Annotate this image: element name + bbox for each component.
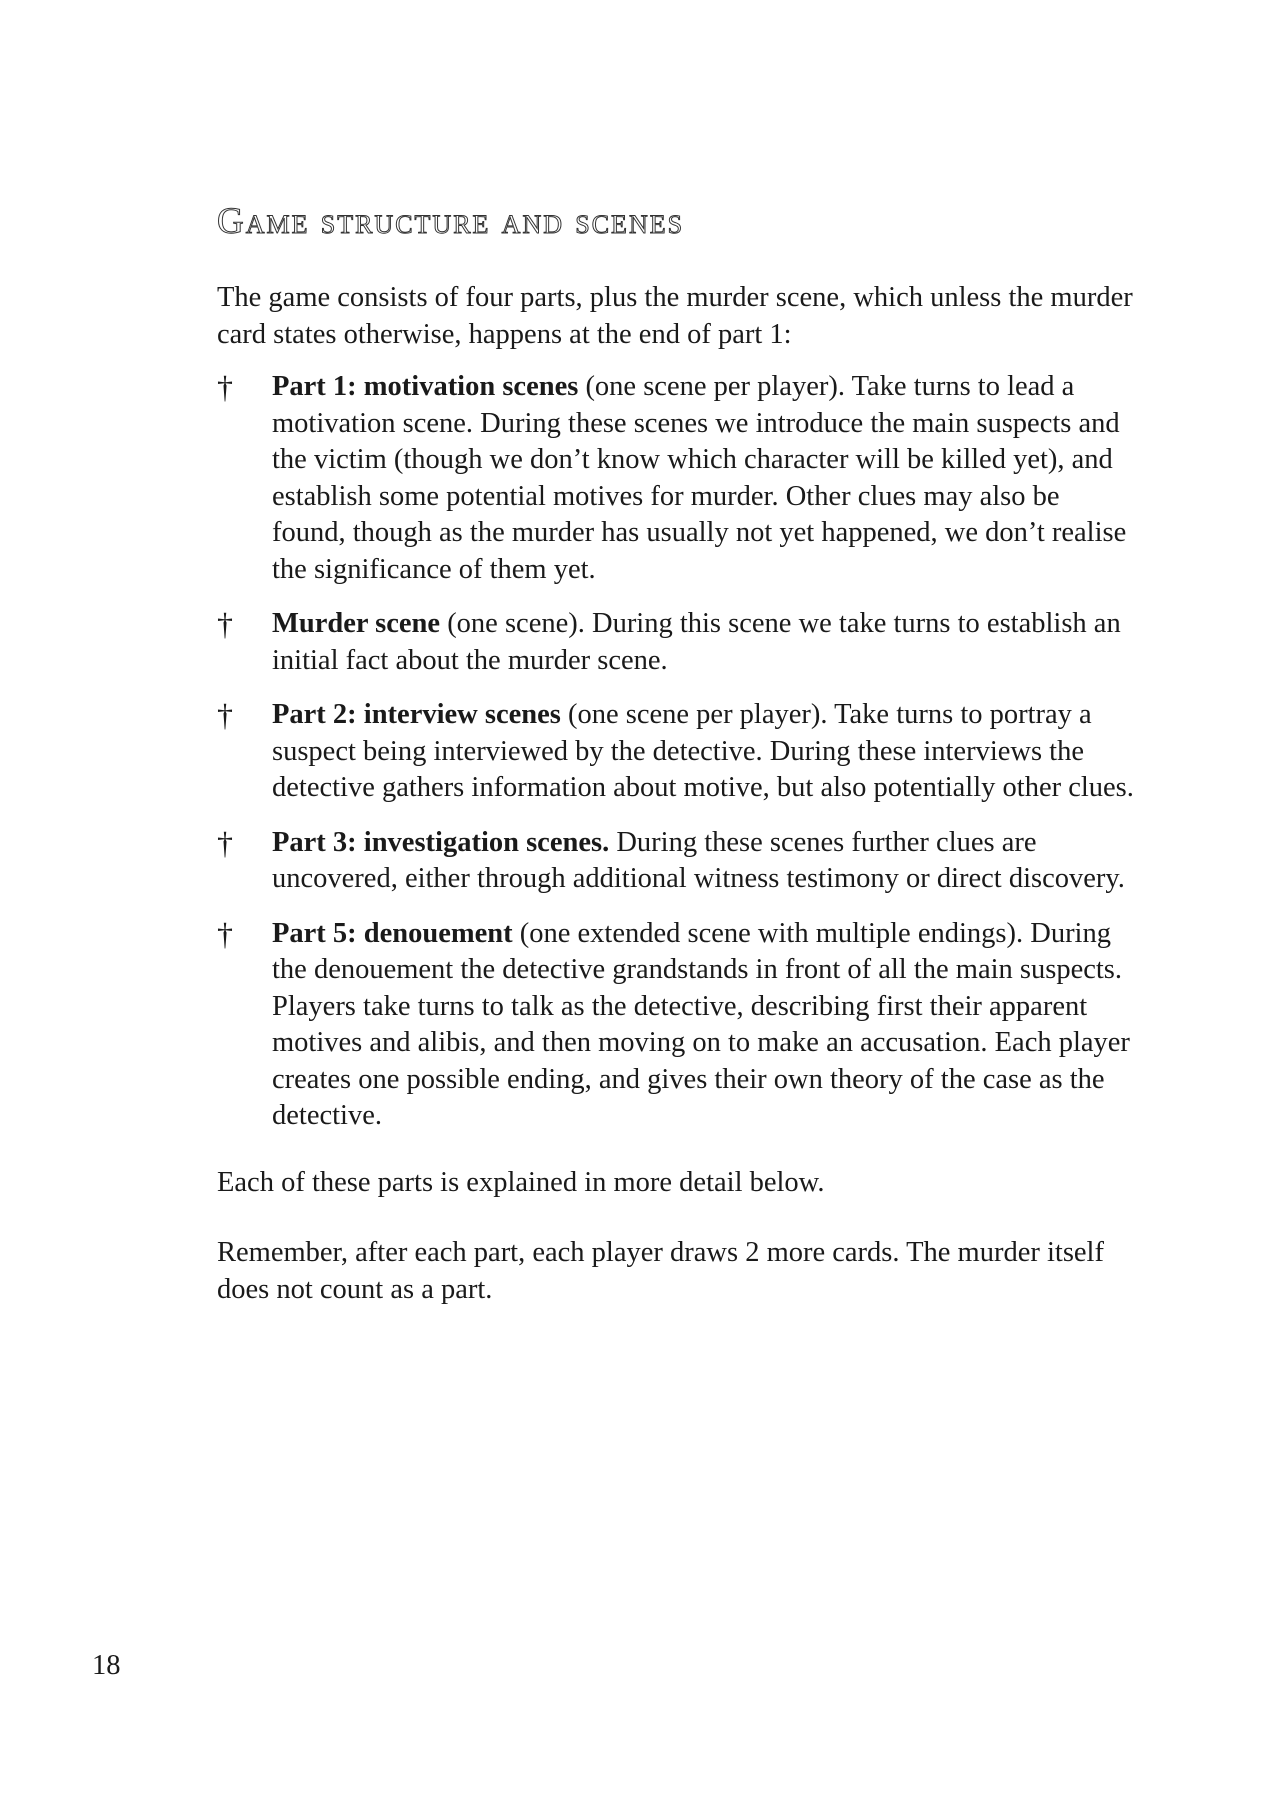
list-item [217, 606, 1137, 679]
item-text: During these scenes further clues are uncovered, either through additional witness testimony or direct discovery. [272, 826, 1125, 895]
dagger-bullet-icon: † [217, 369, 233, 406]
item-lead: Part 1: motivation scenes [272, 371, 579, 403]
page-number: 18 [92, 1650, 121, 1681]
list-item [217, 697, 1137, 807]
item-text: (one scene). During this scene we take turns to establish an initial fact about the murder scene. [272, 608, 1121, 676]
item-lead: Part 5: denouement [272, 917, 513, 949]
remember-note: Remember, after each part, each player draws 2 more cards. The murder itself does not count as a part. [217, 1237, 1104, 1305]
intro-paragraph: The game consists of four parts, plus the murder scene, which unless the murder card states otherwise, happens at the end of part 1: [217, 282, 1133, 350]
parts-list [217, 369, 1137, 1135]
page-content [217, 200, 1137, 1308]
item-text: (one scene per player). Take turns to lead a motivation scene. During these scenes we introduce the main suspects and the victim (though we don’t know which character will be killed yet), and establish some potential motives for murder. Other clues may also be found, though as the murder has usually not yet happened, we don’t realise the significance of them yet. [272, 371, 1127, 585]
list-item [217, 916, 1137, 1135]
list-item [217, 369, 1137, 588]
details-note: Each of these parts is explained in more detail below. [217, 1166, 825, 1198]
dagger-bullet-icon: † [217, 915, 233, 952]
item-lead: Part 3: investigation scenes. [272, 826, 610, 858]
item-text: (one scene per player). Take turns to portray a suspect being interviewed by the detective. During these interviews the detective gathers information about motive, but also potentially other clues. [272, 699, 1134, 804]
dagger-bullet-icon: † [217, 606, 233, 643]
dagger-bullet-icon: † [217, 697, 233, 734]
item-lead: Part 2: interview scenes [272, 699, 561, 731]
dagger-bullet-icon: † [217, 824, 233, 861]
item-text: (one extended scene with multiple endings). During the denouement the detective grandstands in front of all the main suspects. Players take turns to talk as the detective, describing first their apparent motives and alibis, and then moving on to make an accusation. Each player creates one possible ending, and gives their own theory of the case as the detective. [272, 917, 1130, 1132]
list-item [217, 825, 1137, 898]
item-lead: Murder scene [272, 608, 441, 640]
section-title: Game structure and scenes [217, 201, 685, 242]
